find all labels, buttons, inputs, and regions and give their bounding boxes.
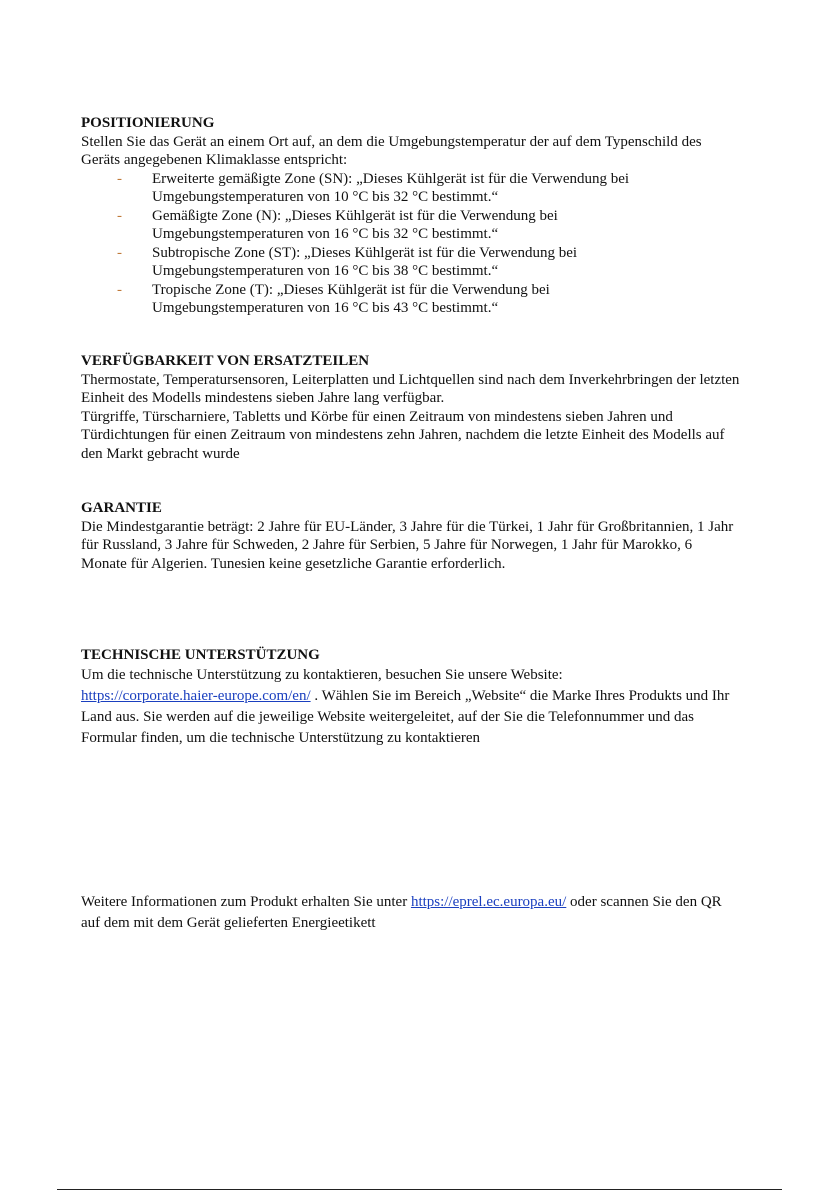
zone-line: Umgebungstemperaturen von 10 °C bis 32 °C bestimmt.“ (152, 189, 499, 205)
section-paragraph (81, 665, 741, 749)
climate-zone-list (81, 170, 741, 318)
section-ersatzteile (81, 352, 741, 463)
paragraph-text: Weitere Informationen zum Produkt erhalten Sie unter (81, 894, 411, 910)
bullet-dash: - (117, 207, 122, 224)
list-item (81, 244, 741, 281)
support-website-link[interactable]: https://corporate.haier-europe.com/en/ (81, 687, 311, 704)
section-technische-unterstuetzung (81, 646, 741, 749)
zone-line: Subtropische Zone (ST): „Dieses Kühlgerät ist für die Verwendung bei (152, 244, 578, 261)
zone-line: Erweiterte gemäßigte Zone (SN): „Dieses Kühlgerät ist für die Verwendung bei (152, 170, 630, 187)
paragraph-text: oder scannen Sie den QR auf dem mit dem Gerät gelieferten Energieetikett (81, 894, 722, 931)
section-positionierung (81, 114, 741, 318)
bullet-dash: - (117, 281, 122, 298)
list-item (81, 170, 741, 207)
paragraph-text: . Wählen Sie im Bereich „Website“ die Marke Ihres Produkts und Ihr Land aus. Sie werden auf die jeweilige Website weitergeleitet, auf der Sie die Telefonnummer und das Formular finden, um die technische Unterstützung zu kontaktieren (81, 687, 730, 746)
section-paragraph: Die Mindestgarantie beträgt: 2 Jahre für EU-Länder, 3 Jahre für die Türkei, 1 Jahr für Großbritannien, 1 Jahr für Russland, 3 Jahre für Schweden, 2 Jahre für Serbien, 5 Jahre für Norwegen, 1 Jahr für Marokko, 6 Monate für Algerien. Tunesien keine gesetzliche Garantie erforderlich. (81, 518, 734, 572)
zone-line: Tropische Zone (T): „Dieses Kühlgerät ist für die Verwendung bei (152, 281, 550, 298)
paragraph-text: Um die technische Unterstützung zu kontaktieren, besuchen Sie unsere Website: (81, 666, 563, 683)
bullet-dash: - (117, 244, 122, 261)
footer-divider (57, 1189, 782, 1190)
section-intro: Stellen Sie das Gerät an einem Ort auf, an dem die Umgebungstemperatur der auf dem Typenschild des Geräts angegebenen Klimaklasse entspricht: (81, 133, 702, 168)
section-paragraph: Türgriffe, Türscharniere, Tabletts und Körbe für einen Zeitraum von mindestens sieben Jahren und Türdichtungen für einen Zeitraum von mindestens zehn Jahren, nachdem die letzte Einheit des Modells auf den Markt gebracht wurde (81, 408, 725, 462)
eprel-link[interactable]: https://eprel.ec.europa.eu/ (410, 894, 567, 910)
section-garantie (81, 499, 741, 573)
list-item (81, 207, 741, 244)
zone-line: Umgebungstemperaturen von 16 °C bis 38 °C bestimmt.“ (152, 263, 499, 279)
section-paragraph (81, 892, 741, 934)
section-heading: VERFÜGBARKEIT VON ERSATZTEILEN (81, 353, 370, 369)
zone-line: Umgebungstemperaturen von 16 °C bis 32 °C bestimmt.“ (152, 226, 499, 242)
section-heading: GARANTIE (81, 500, 162, 516)
bullet-dash: - (117, 170, 122, 187)
zone-line: Gemäßigte Zone (N): „Dieses Kühlgerät ist für die Verwendung bei (152, 207, 558, 224)
section-heading: POSITIONIERUNG (81, 115, 215, 131)
section-heading: TECHNISCHE UNTERSTÜTZUNG (81, 647, 320, 663)
section-paragraph: Thermostate, Temperatursensoren, Leiterplatten und Lichtquellen sind nach dem Inverkehrbringen der letzten Einheit des Modells mindestens sieben Jahre lang verfügbar. (81, 371, 740, 406)
zone-line: Umgebungstemperaturen von 16 °C bis 43 °C bestimmt.“ (152, 300, 499, 316)
section-weitere-informationen (81, 892, 741, 934)
list-item (81, 281, 741, 318)
